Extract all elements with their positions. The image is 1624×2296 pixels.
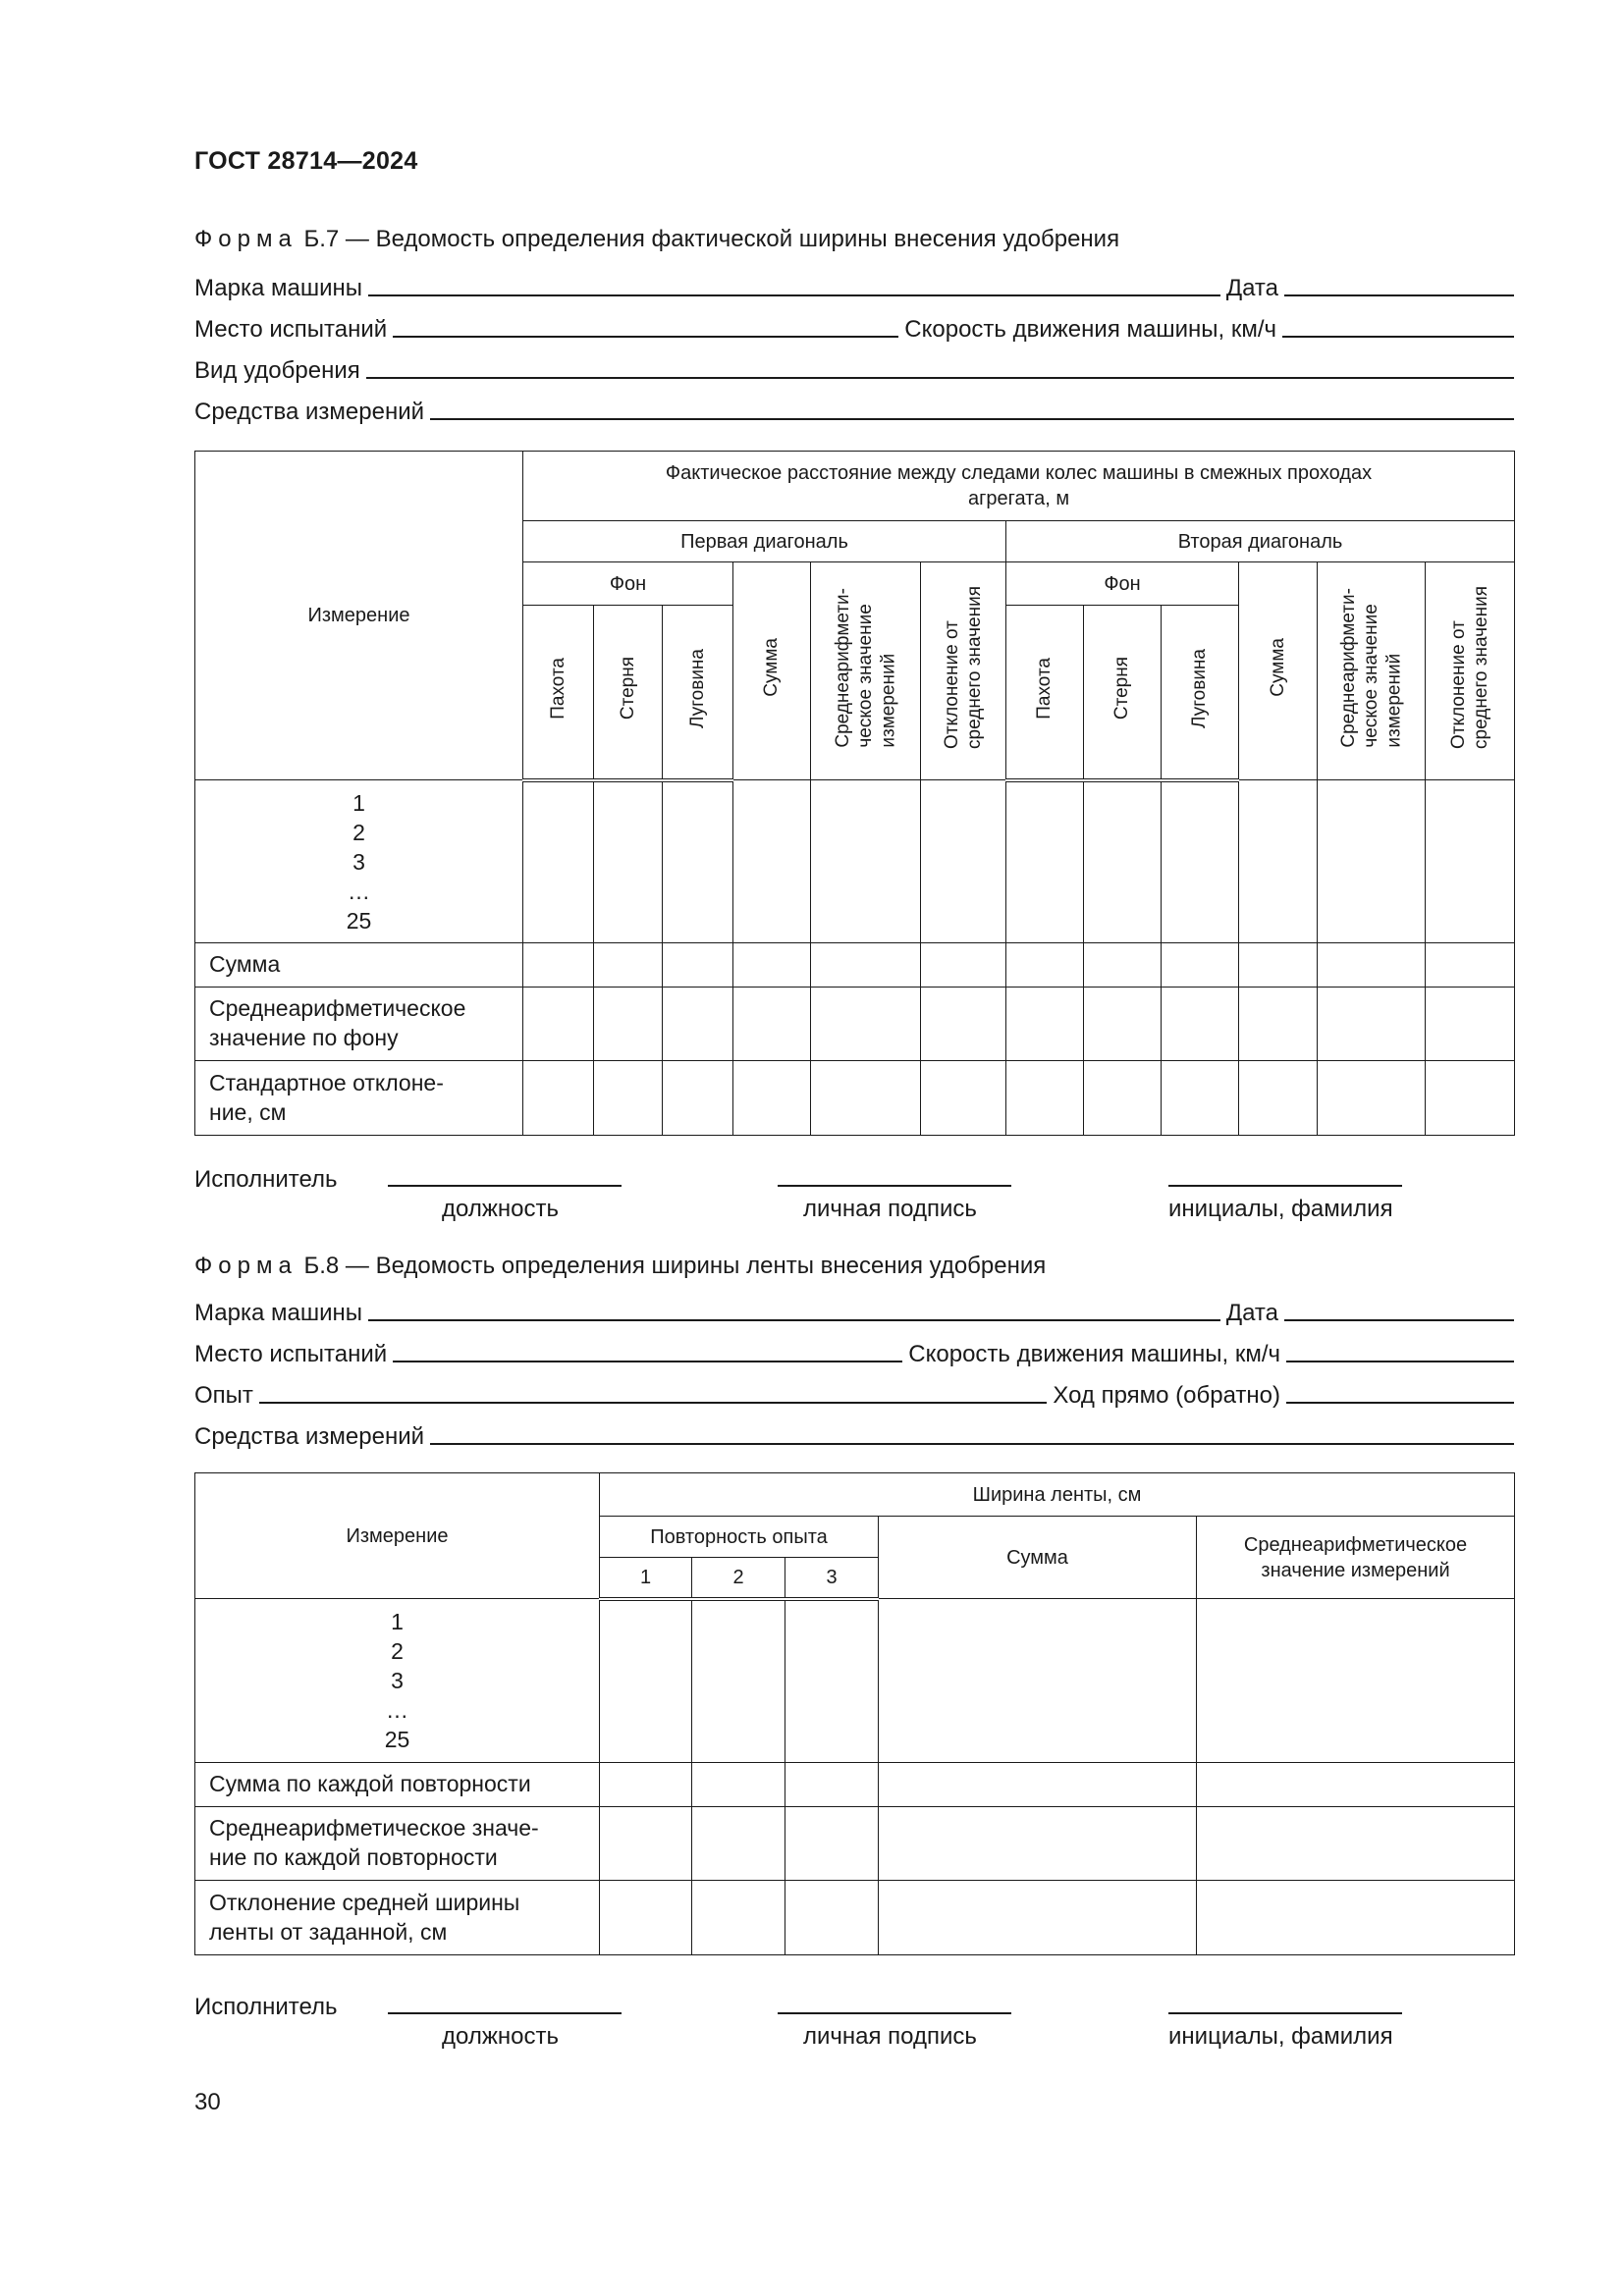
- form-b8-title-text: Б.8 — Ведомость определения ширины ленты внесения удобрения: [303, 1253, 1047, 1279]
- data-cell[interactable]: [1162, 1061, 1239, 1136]
- meadow-text-2: Луговина: [1189, 648, 1211, 728]
- position-line-1[interactable]: [388, 1185, 622, 1187]
- data-cell[interactable]: [811, 988, 921, 1061]
- sum-text-b8: Сумма: [1006, 1546, 1068, 1569]
- data-cell[interactable]: [692, 1881, 785, 1955]
- data-cell[interactable]: [785, 1807, 879, 1881]
- place-label: Место испытаний: [194, 316, 388, 343]
- place-input-line-b8[interactable]: [393, 1361, 902, 1362]
- data-cell[interactable]: [1239, 988, 1318, 1061]
- table-row: [195, 1763, 1515, 1807]
- data-cell[interactable]: [1426, 988, 1515, 1061]
- deviation-header-1: [921, 562, 1006, 780]
- signature-line-1[interactable]: [778, 1185, 1011, 1187]
- row-number: 3: [391, 1668, 404, 1693]
- data-cell[interactable]: [785, 1881, 879, 1955]
- data-cell[interactable]: [1162, 988, 1239, 1061]
- data-cell[interactable]: [600, 1599, 692, 1763]
- row-label-mean-by-background: Среднеарифметическое значение по фону: [195, 988, 523, 1061]
- deviation-header-2: [1426, 562, 1515, 780]
- data-cell[interactable]: [594, 780, 663, 943]
- data-cell[interactable]: [1239, 780, 1318, 943]
- direction-label: Ход прямо (обратно): [1053, 1382, 1280, 1409]
- form-b8-instruments-row: [194, 1419, 1514, 1451]
- data-cell[interactable]: [663, 943, 733, 988]
- form-b7-fertilizer-row: [194, 353, 1514, 385]
- form-b7-table: [194, 451, 1515, 1136]
- data-cell[interactable]: [733, 988, 811, 1061]
- data-cell[interactable]: [879, 1807, 1197, 1881]
- measurement-header-b8: [195, 1473, 600, 1599]
- form-b8-trial-row: [194, 1378, 1514, 1410]
- form-b7-title-prefix: Форма: [194, 226, 298, 252]
- table-row: [195, 1061, 1515, 1136]
- data-cell[interactable]: [663, 1061, 733, 1136]
- mean-header-1: [811, 562, 921, 780]
- data-cell[interactable]: [1084, 780, 1162, 943]
- position-caption-2: должность: [442, 2023, 559, 2050]
- plowed-text-1: Пахота: [547, 657, 568, 720]
- data-cell[interactable]: [921, 943, 1006, 988]
- plowed-text-2: Пахота: [1034, 657, 1056, 720]
- row-number: 25: [384, 1727, 410, 1752]
- data-cell[interactable]: [921, 988, 1006, 1061]
- data-cell[interactable]: [692, 1763, 785, 1807]
- table-row: [195, 1807, 1515, 1881]
- stubble-text-1: Стерня: [617, 657, 638, 721]
- measurement-header: [195, 452, 523, 780]
- table-row: [195, 780, 1515, 943]
- trial-input-line[interactable]: [259, 1402, 1047, 1404]
- speed-input-line[interactable]: [1282, 336, 1514, 338]
- data-cell[interactable]: [523, 988, 594, 1061]
- data-cell[interactable]: [1239, 1061, 1318, 1136]
- table-row: [195, 1599, 1515, 1763]
- row-number: 1: [352, 789, 365, 816]
- form-b7-machine-row: [194, 271, 1514, 302]
- name-caption-1: инициалы, фамилия: [1168, 1196, 1393, 1222]
- data-cell[interactable]: [523, 1061, 594, 1136]
- plowed-header-2: [1006, 606, 1084, 780]
- instruments-label-b8: Средства измерений: [194, 1423, 425, 1450]
- name-line-2[interactable]: [1168, 2012, 1402, 2014]
- fertilizer-input-line[interactable]: [366, 377, 1514, 379]
- band-width-header: [600, 1473, 1515, 1517]
- data-cell[interactable]: [879, 1881, 1197, 1955]
- form-b7-title-text: Б.7 — Ведомость определения фактической ширины внесения удобрения: [303, 226, 1120, 252]
- instruments-label: Средства измерений: [194, 399, 425, 425]
- measurement-header-text: Измерение: [307, 605, 410, 626]
- meadow-header-1: [663, 606, 733, 780]
- data-cell[interactable]: [1318, 943, 1426, 988]
- data-cell[interactable]: [594, 943, 663, 988]
- background-header-2: [1006, 562, 1239, 606]
- form-b8-machine-row: [194, 1296, 1514, 1327]
- signature-caption-2: личная подпись: [803, 2023, 977, 2050]
- repeat-header: [600, 1517, 879, 1558]
- sum-header-1: [733, 562, 811, 780]
- data-cell[interactable]: [1162, 780, 1239, 943]
- table-row: [195, 1881, 1515, 1955]
- background-text-2: Фон: [1104, 572, 1141, 595]
- data-cell[interactable]: [1162, 943, 1239, 988]
- direction-input-line[interactable]: [1286, 1402, 1514, 1404]
- row-number: 2: [352, 819, 365, 845]
- place-input-line[interactable]: [393, 336, 898, 338]
- sum-header-2: [1239, 562, 1318, 780]
- row-label-std-dev: Стандартное отклоне- ние, см: [195, 1061, 523, 1136]
- data-cell[interactable]: [811, 943, 921, 988]
- form-b8-title-prefix: Форма: [194, 1253, 298, 1279]
- name-caption-2: инициалы, фамилия: [1168, 2023, 1393, 2050]
- data-cell[interactable]: [879, 1599, 1197, 1763]
- band-width-text: Ширина ленты, см: [972, 1483, 1142, 1506]
- form-b8-place-row: [194, 1337, 1514, 1368]
- data-cell[interactable]: [1006, 1061, 1084, 1136]
- background-text-1: Фон: [609, 572, 647, 595]
- executor-label-1: Исполнитель: [194, 1166, 338, 1193]
- stubble-header-2: [1084, 606, 1162, 780]
- machine-label-b8: Марка машины: [194, 1300, 363, 1326]
- date-input-line[interactable]: [1284, 294, 1514, 296]
- data-cell[interactable]: [733, 943, 811, 988]
- background-header-1: [523, 562, 733, 606]
- fertilizer-label: Вид удобрения: [194, 357, 360, 384]
- speed-label: Скорость движения машины, км/ч: [904, 316, 1276, 343]
- data-cell[interactable]: [663, 780, 733, 943]
- data-cell[interactable]: [1197, 1807, 1515, 1881]
- trial-label: Опыт: [194, 1382, 253, 1409]
- sum-header-b8: [879, 1517, 1197, 1599]
- position-caption-1: должность: [442, 1196, 559, 1222]
- executor-label-2: Исполнитель: [194, 1994, 338, 2020]
- meadow-header-2: [1162, 606, 1239, 780]
- mean-text-2: Среднеарифмети- ческое значение измерений: [1337, 587, 1405, 748]
- name-line-1[interactable]: [1168, 1185, 1402, 1187]
- date-label-b8: Дата: [1225, 1300, 1278, 1326]
- data-cell[interactable]: [1426, 943, 1515, 988]
- meadow-text-1: Луговина: [686, 648, 708, 728]
- data-cell[interactable]: [811, 1061, 921, 1136]
- plowed-header-1: [523, 606, 594, 780]
- measurement-header-text-b8: Измерение: [346, 1524, 449, 1547]
- speed-input-line-b8[interactable]: [1286, 1361, 1514, 1362]
- repeat-text: Повторность опыта: [650, 1525, 828, 1548]
- data-cell[interactable]: [1006, 943, 1084, 988]
- second-diagonal-text: Вторая диагональ: [1177, 530, 1343, 553]
- repeat-col-2: 2: [692, 1558, 785, 1599]
- row-number: 25: [346, 907, 372, 934]
- data-cell[interactable]: [1197, 1881, 1515, 1955]
- form-b8-title: [194, 1253, 1046, 1280]
- table-row: [195, 943, 1515, 988]
- data-cell[interactable]: [1318, 1061, 1426, 1136]
- row-number: …: [386, 1697, 408, 1723]
- machine-input-line-b8[interactable]: [368, 1319, 1220, 1321]
- repeat-col-3: 3: [785, 1558, 879, 1599]
- data-cell[interactable]: [594, 1061, 663, 1136]
- data-cell[interactable]: [523, 943, 594, 988]
- row-label-sum-per-repeat: Сумма по каждой повторности: [195, 1763, 600, 1807]
- data-cell[interactable]: [1084, 988, 1162, 1061]
- mean-header-b8: Среднеарифметическое значение измерений: [1197, 1517, 1515, 1599]
- row-label-mean-per-repeat: Среднеарифметическое значе- ние по каждой повторности: [195, 1807, 600, 1881]
- data-cell[interactable]: [1426, 1061, 1515, 1136]
- data-cell[interactable]: [1084, 1061, 1162, 1136]
- data-cell[interactable]: [811, 780, 921, 943]
- form-b7-title: [194, 226, 1119, 253]
- deviation-text-1: Отклонение от среднего значения: [941, 586, 985, 749]
- data-cell[interactable]: [1426, 780, 1515, 943]
- instruments-input-line-b8[interactable]: [430, 1443, 1514, 1445]
- sum-text-1: Сумма: [761, 638, 783, 697]
- data-cell[interactable]: [594, 988, 663, 1061]
- data-cell[interactable]: [1318, 780, 1426, 943]
- mean-text-1: Среднеарифмети- ческое значение измерений: [832, 587, 899, 748]
- data-cell[interactable]: [600, 1763, 692, 1807]
- stubble-header-1: [594, 606, 663, 780]
- stubble-text-2: Стерня: [1111, 657, 1133, 721]
- repeat-col-1: 1: [600, 1558, 692, 1599]
- data-cell[interactable]: [1084, 943, 1162, 988]
- data-cell[interactable]: [879, 1763, 1197, 1807]
- data-cell[interactable]: [1006, 780, 1084, 943]
- table-row: [195, 988, 1515, 1061]
- first-diagonal-text: Первая диагональ: [680, 530, 848, 553]
- instruments-input-line[interactable]: [430, 418, 1514, 420]
- data-cell[interactable]: [663, 988, 733, 1061]
- data-cell[interactable]: [1239, 943, 1318, 988]
- data-cell[interactable]: [921, 1061, 1006, 1136]
- data-cell[interactable]: [785, 1763, 879, 1807]
- data-cell[interactable]: [692, 1599, 785, 1763]
- data-cell[interactable]: [600, 1807, 692, 1881]
- row-number: 3: [352, 848, 365, 875]
- second-diagonal-header: [1006, 521, 1515, 562]
- form-b7-place-row: [194, 312, 1514, 344]
- page-number: 30: [194, 2089, 221, 2115]
- data-cell[interactable]: [523, 780, 594, 943]
- sum-text-2: Сумма: [1267, 638, 1288, 697]
- deviation-text-2: Отклонение от среднего значения: [1447, 586, 1492, 749]
- form-b8-table: [194, 1472, 1515, 1955]
- machine-input-line[interactable]: [368, 294, 1220, 296]
- signature-line-2[interactable]: [778, 2012, 1011, 2014]
- form-b7-instruments-row: [194, 395, 1514, 426]
- data-cell[interactable]: [692, 1807, 785, 1881]
- data-cell[interactable]: [1006, 988, 1084, 1061]
- data-cell[interactable]: [733, 780, 811, 943]
- data-cell[interactable]: [1197, 1763, 1515, 1807]
- date-input-line-b8[interactable]: [1284, 1319, 1514, 1321]
- data-cell[interactable]: [600, 1881, 692, 1955]
- machine-label: Марка машины: [194, 275, 363, 301]
- speed-label-b8: Скорость движения машины, км/ч: [908, 1341, 1280, 1367]
- signature-caption-1: личная подпись: [803, 1196, 977, 1222]
- row-label-deviation: Отклонение средней ширины ленты от заданной, см: [195, 1881, 600, 1955]
- row-number: 2: [391, 1638, 404, 1664]
- data-cell[interactable]: [733, 1061, 811, 1136]
- document-title: ГОСТ 28714—2024: [194, 147, 418, 175]
- row-numbers: [195, 780, 523, 943]
- row-number: 1: [391, 1609, 404, 1634]
- date-label: Дата: [1225, 275, 1278, 301]
- first-diagonal-header: [523, 521, 1006, 562]
- data-cell[interactable]: [921, 780, 1006, 943]
- mean-header-2: [1318, 562, 1426, 780]
- position-line-2[interactable]: [388, 2012, 622, 2014]
- data-cell[interactable]: [1197, 1599, 1515, 1763]
- row-number: …: [348, 878, 370, 904]
- distance-header-text: Фактическое расстояние между следами колес машины в смежных проходах агрегата, м: [665, 462, 1373, 509]
- distance-header: [523, 452, 1515, 521]
- row-label-sum: Сумма: [195, 943, 523, 988]
- data-cell[interactable]: [1318, 988, 1426, 1061]
- row-numbers-b8: [195, 1599, 600, 1763]
- data-cell[interactable]: [785, 1599, 879, 1763]
- place-label-b8: Место испытаний: [194, 1341, 388, 1367]
